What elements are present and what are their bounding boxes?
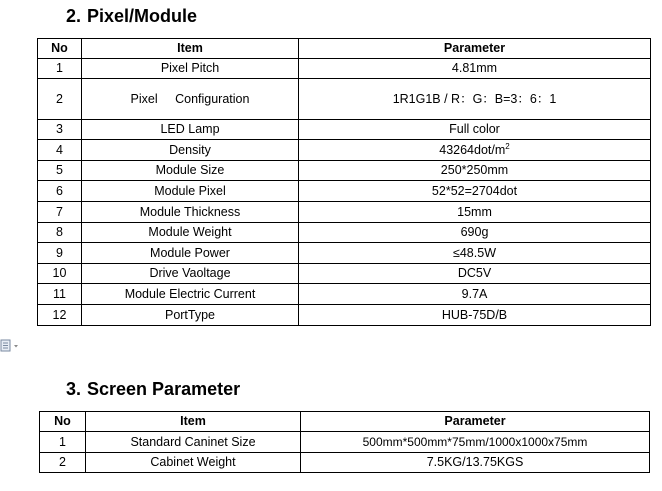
cell-item: Drive Vaoltage: [82, 264, 299, 284]
cell-parameter: Full color: [299, 120, 651, 140]
cell-parameter: 9.7A: [299, 284, 651, 305]
cell-parameter: HUB-75D/B: [299, 305, 651, 326]
cell-no: 2: [38, 79, 82, 120]
cell-item: Module Thickness: [82, 202, 299, 223]
cell-item: Pixel Configuration: [82, 79, 299, 120]
cell-parameter: 690g: [299, 223, 651, 243]
section-heading-pixel-module: [66, 6, 197, 27]
cell-item: Cabinet Weight: [86, 453, 301, 473]
cell-item: Standard Caninet Size: [86, 432, 301, 453]
header-item: Item: [86, 412, 301, 432]
cell-item: Density: [82, 140, 299, 161]
document-paste-options-icon[interactable]: [0, 339, 20, 353]
cell-item: LED Lamp: [82, 120, 299, 140]
header-parameter: Parameter: [299, 39, 651, 59]
header-item: Item: [82, 39, 299, 59]
density-value: 43264dot/m: [439, 142, 506, 157]
cell-item: Module Pixel: [82, 181, 299, 202]
cell-parameter: DC5V: [299, 264, 651, 284]
cell-no: 5: [38, 161, 82, 181]
table-row: [38, 264, 651, 284]
table-row: [38, 202, 651, 223]
cell-item: Pixel Pitch: [82, 59, 299, 79]
section-number: 2.: [66, 6, 82, 26]
cell-item: Module Electric Current: [82, 284, 299, 305]
cell-no: 11: [38, 284, 82, 305]
cell-no: 6: [38, 181, 82, 202]
cell-parameter: [299, 140, 651, 161]
cell-parameter: 500mm*500mm*75mm/1000x1000x75mm: [301, 432, 650, 453]
table-row: [38, 120, 651, 140]
table-row: [38, 243, 651, 264]
table-row: [38, 181, 651, 202]
cell-item: Module Weight: [82, 223, 299, 243]
cell-parameter: 250*250mm: [299, 161, 651, 181]
cell-parameter: 52*52=2704dot: [299, 181, 651, 202]
cell-no: 8: [38, 223, 82, 243]
cell-item: PortType: [82, 305, 299, 326]
table-row: [38, 79, 651, 120]
table-row: [38, 59, 651, 79]
cell-parameter: ≤48.5W: [299, 243, 651, 264]
cell-parameter: 4.81mm: [299, 59, 651, 79]
header-no: No: [38, 39, 82, 59]
cell-parameter: 1R1G1B / R：G：B=3：6：1: [299, 79, 651, 120]
cell-parameter: 15mm: [299, 202, 651, 223]
table-row: [38, 140, 651, 161]
section-title: Screen Parameter: [87, 379, 241, 399]
pixel-module-table: [37, 38, 651, 326]
table-row: [38, 305, 651, 326]
cell-no: 2: [40, 453, 86, 473]
cell-item: Module Size: [82, 161, 299, 181]
header-no: No: [40, 412, 86, 432]
table-row: [38, 161, 651, 181]
cell-no: 3: [38, 120, 82, 140]
table-header-row: [38, 39, 651, 59]
table-header-row: [40, 412, 650, 432]
cell-no: 9: [38, 243, 82, 264]
table-row: [40, 453, 650, 473]
table-row: [40, 432, 650, 453]
table-row: [38, 223, 651, 243]
cell-item: Module Power: [82, 243, 299, 264]
table-row: [38, 284, 651, 305]
section-title: Pixel/Module: [87, 6, 198, 26]
header-parameter: Parameter: [301, 412, 650, 432]
density-superscript: 2: [505, 141, 510, 151]
cell-no: 10: [38, 264, 82, 284]
cell-no: 7: [38, 202, 82, 223]
cell-no: 1: [40, 432, 86, 453]
cell-no: 1: [38, 59, 82, 79]
section-heading-screen-parameter: [66, 379, 240, 400]
cell-no: 12: [38, 305, 82, 326]
section-number: 3.: [66, 379, 82, 399]
cell-no: 4: [38, 140, 82, 161]
screen-parameter-table: [39, 411, 650, 473]
cell-parameter: 7.5KG/13.75KGS: [301, 453, 650, 473]
